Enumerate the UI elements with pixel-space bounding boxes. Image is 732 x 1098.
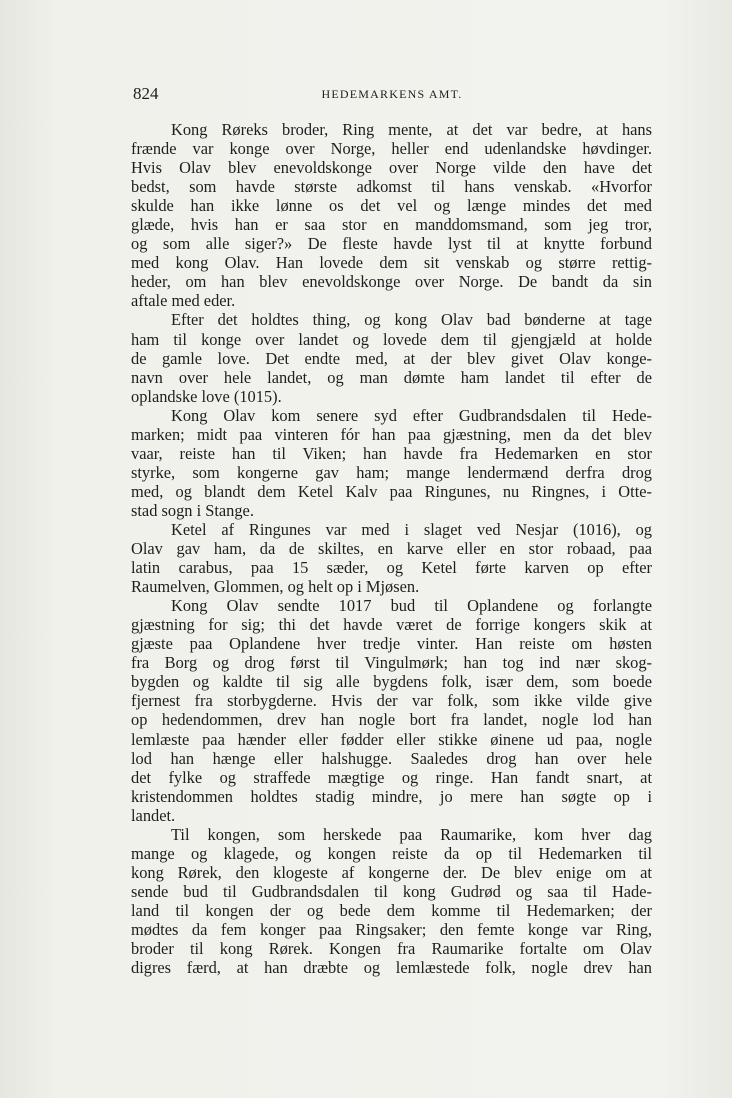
- text-line: aftale med eder.: [131, 291, 236, 311]
- text-line: vaar, reiste han til Viken; han havde fra Hedemarken en stor: [131, 443, 652, 463]
- body-text: [131, 120, 652, 977]
- running-title: HEDEMARKENS AMT.: [321, 87, 463, 101]
- text-line: op hedendommen, drev han nogle bort fra landet, nogle lod han: [131, 710, 652, 730]
- text-line: mange og klagede, og kongen reiste da op til Hedemarken til: [131, 843, 652, 863]
- text-line: Hvis Olav blev enevoldskonge over Norge vilde den have det: [131, 158, 652, 178]
- text-line: lemlæste paa hænder eller fødder eller stikke øinene ud paa, nogle: [131, 729, 652, 749]
- page-number: 824: [133, 84, 159, 103]
- text-line: Til kongen, som herskede paa Raumarike, kom hver dag: [171, 824, 652, 844]
- text-line: Olav gav ham, da de skiltes, en karve eller en stor robaad, paa: [131, 539, 652, 559]
- text-line: med, og blandt dem Ketel Kalv paa Ringunes, nu Ringnes, i Otte-: [131, 481, 652, 501]
- text-line: lod han hænge eller halshugge. Saaledes drog han over hele: [131, 748, 652, 768]
- text-line: heder, om han blev enevoldskonge over Norge. De bandt da sin: [131, 272, 652, 292]
- text-line: navn over hele landet, og man dømte ham landet til efter de: [131, 367, 652, 387]
- text-line: stad sogn i Stange.: [131, 500, 254, 520]
- text-line: mødtes da fem konger paa Ringsaker; den femte konge var Ring,: [131, 919, 652, 939]
- text-line: Kong Olav sendte 1017 bud til Oplandene og forlangte: [171, 596, 652, 616]
- text-line: ham til konge over landet og lovede dem til gjengjæld at holde: [131, 329, 652, 349]
- text-line: med kong Olav. Han lovede dem sit venskab og større rettig-: [131, 253, 652, 273]
- text-line: Kong Olav kom senere syd efter Gudbrandsdalen til Hede-: [171, 405, 652, 425]
- text-line: og som alle siger?» De fleste havde lyst til at knytte forbund: [131, 234, 652, 254]
- text-line: Ketel af Ringunes var med i slaget ved Nesjar (1016), og: [171, 519, 652, 539]
- text-line: skulde han ikke lønne os det vel og længe mindes det med: [131, 196, 652, 216]
- text-line: bedst, som havde største adkomst til hans venskab. «Hvorfor: [131, 177, 652, 197]
- text-line: Raumelven, Glommen, og helt op i Mjøsen.: [131, 577, 420, 597]
- text-line: glæde, hvis han er saa stor en manddomsmand, som jeg tror,: [131, 215, 652, 235]
- text-line: gjæste paa Oplandene hver tredje vinter. Han reiste om høsten: [131, 634, 652, 654]
- text-line: latin carabus, paa 15 sæder, og Ketel førte karven op efter: [131, 558, 652, 578]
- text-line: kristendommen holdtes stadig mindre, jo mere han søgte op i: [131, 786, 652, 806]
- text-line: digres færd, at han dræbte og lemlæstede folk, nogle drev han: [131, 958, 652, 978]
- text-line: fra Borg og drog først til Vingulmørk; han tog ind nær skog-: [131, 653, 652, 673]
- text-line: de gamle love. Det endte med, at der blev givet Olav konge-: [131, 348, 652, 368]
- page-header: [133, 84, 651, 106]
- text-line: oplandske love (1015).: [131, 386, 282, 406]
- text-line: land til kongen der og bede dem komme til Hedemarken; der: [131, 900, 652, 920]
- text-line: gjæstning for sig; thi det havde været de forrige kongers skik at: [131, 615, 652, 635]
- text-line: broder til kong Rørek. Kongen fra Raumarike fortalte om Olav: [131, 939, 652, 959]
- text-line: marken; midt paa vinteren fór han paa gjæstning, men da det blev: [131, 424, 652, 444]
- text-line: frænde var konge over Norge, heller end udenlandske høvdinger.: [131, 139, 652, 159]
- text-line: det fylke og straffede mægtige og ringe. Han fandt snart, at: [131, 767, 652, 787]
- text-line: Kong Røreks broder, Ring mente, at det var bedre, at hans: [171, 120, 652, 139]
- text-line: bygden og kaldte til sig alle bygdens folk, især dem, som boede: [131, 672, 652, 692]
- text-line: kong Rørek, den klogeste af kongerne der. De blev enige om at: [131, 862, 652, 882]
- text-line: fjernest fra storbygderne. Hvis der var folk, som ikke vilde give: [131, 691, 652, 711]
- text-line: Efter det holdtes thing, og kong Olav bad bønderne at tage: [171, 310, 652, 330]
- text-line: landet.: [131, 805, 176, 825]
- text-line: sende bud til Gudbrandsdalen til kong Gudrød og saa til Hade-: [131, 881, 652, 901]
- text-line: styrke, som kongerne gav ham; mange lendermænd derfra drog: [131, 462, 652, 482]
